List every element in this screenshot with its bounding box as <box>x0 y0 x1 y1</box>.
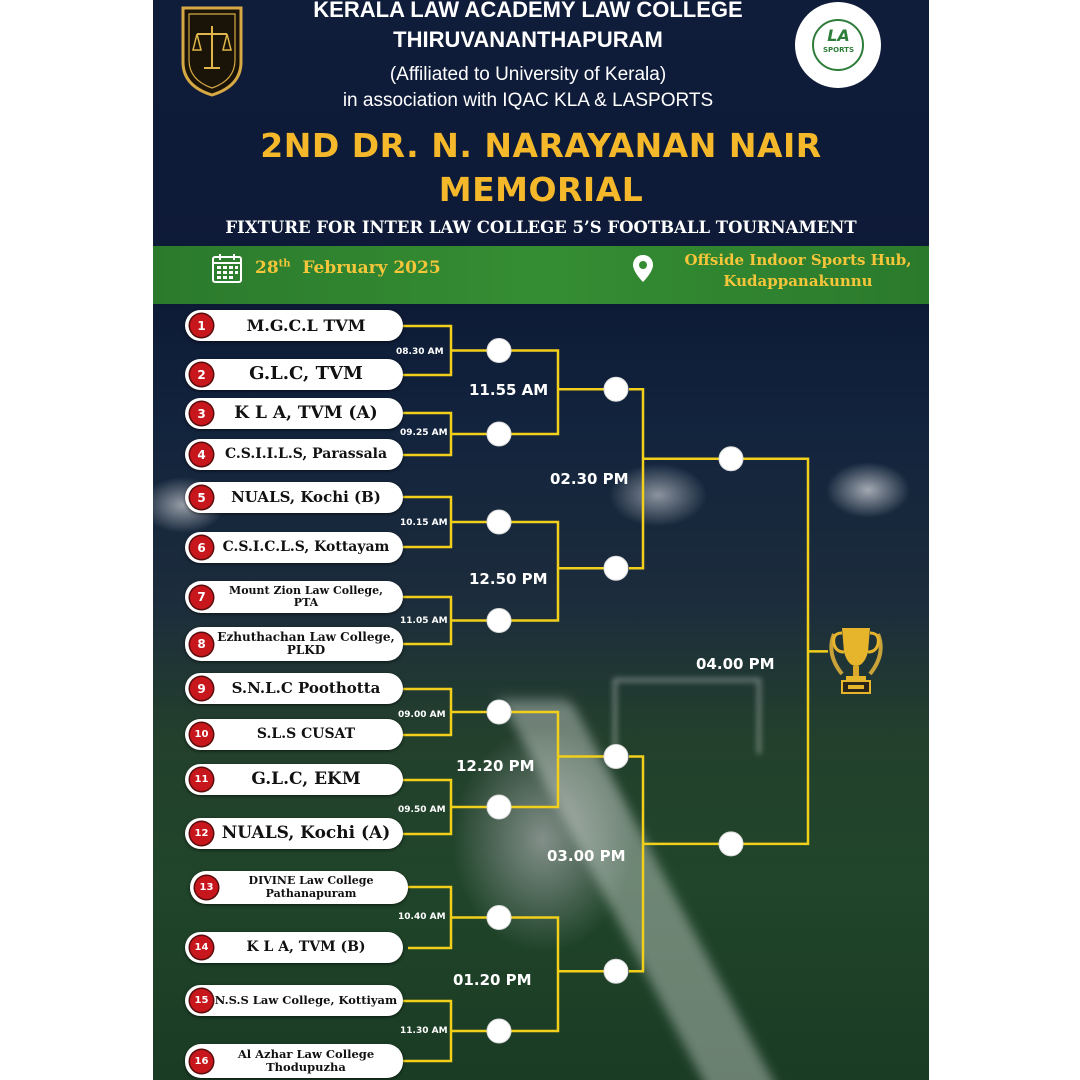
association-text: in association with IQAC KLA & LASPORTS <box>342 90 714 111</box>
team-name: M.G.C.L TVM <box>246 315 366 335</box>
lasports-logo-text: LA <box>827 26 850 45</box>
team-number-badge: 2 <box>190 363 213 386</box>
team-slot-14 <box>185 932 403 963</box>
team-number-badge: 8 <box>190 633 213 656</box>
team-name: C.S.I.C.L.S, Kottayam <box>222 538 390 555</box>
team-name-line1: Mount Zion Law College, <box>229 583 383 597</box>
event-date-day: 28 <box>255 258 279 278</box>
team-number-badge: 9 <box>190 677 213 700</box>
team-slot-4 <box>185 439 403 470</box>
college-name-line1: KERALA LAW ACADEMY LAW COLLEGE <box>313 0 743 22</box>
team-name: G.L.C, EKM <box>251 768 361 789</box>
team-name-line2: Thodupuzha <box>266 1060 346 1074</box>
round1-winner-dot-6 <box>487 795 511 819</box>
venue-line2: Kudappanakunnu <box>723 272 873 290</box>
team-number-badge: 16 <box>190 1050 213 1073</box>
team-number-badge: 1 <box>190 314 213 337</box>
team-name <box>213 585 403 610</box>
round1-winner-dot-5 <box>487 700 511 724</box>
event-date-rest: February 2025 <box>302 258 441 278</box>
team-name: NUALS, Kochi (A) <box>221 822 391 843</box>
trophy-icon <box>824 620 888 702</box>
quarterfinal-time-4: 01.20 PM <box>453 971 532 989</box>
team-name <box>213 631 403 658</box>
team-name: K L A, TVM (B) <box>246 938 366 955</box>
match-time-4: 11.05 AM <box>400 616 448 626</box>
semifinal-time-2: 03.00 PM <box>547 847 626 865</box>
round1-winner-dot-2 <box>487 422 511 446</box>
team-number-badge: 3 <box>190 402 213 425</box>
team-name-line2: Pathanapuram <box>265 886 357 900</box>
team-number-badge: 5 <box>190 486 213 509</box>
team-name: N.S.S Law College, Kottiyam <box>214 993 398 1008</box>
team-slot-12 <box>185 818 403 849</box>
quarterfinal-time-1: 11.55 AM <box>469 381 549 399</box>
semifinal-winner-dot-1 <box>719 447 743 471</box>
team-name: NUALS, Kochi (B) <box>231 488 381 507</box>
match-time-6: 09.50 AM <box>398 805 446 815</box>
venue-line1: Offside Indoor Sports Hub, <box>684 251 912 269</box>
quarterfinal-time-2: 12.50 PM <box>469 570 548 588</box>
team-name <box>218 875 408 900</box>
team-name-line1: Ezhuthachan Law College, <box>217 629 395 644</box>
tournament-title-line2: MEMORIAL <box>438 170 644 209</box>
team-name-line2: PLKD <box>286 643 326 657</box>
team-name: K L A, TVM (A) <box>234 402 378 423</box>
final-connector <box>743 459 828 844</box>
team-slot-10 <box>185 719 403 750</box>
match-time-8: 11.30 AM <box>400 1026 448 1036</box>
quarterfinal-winner-dot-2 <box>604 556 628 580</box>
team-number-badge: 7 <box>190 586 213 609</box>
round1-winner-dot-8 <box>487 1019 511 1043</box>
team-number-badge: 11 <box>190 768 213 791</box>
quarterfinal-time-3: 12.20 PM <box>456 757 535 775</box>
team-name: C.S.I.I.L.S, Parassala <box>224 445 388 462</box>
match-time-7: 10.40 AM <box>398 912 446 922</box>
round1-winner-dot-1 <box>487 339 511 363</box>
match-time-5: 09.00 AM <box>398 710 446 720</box>
semifinal-time-1: 02.30 PM <box>550 470 629 488</box>
team-number-badge: 4 <box>190 443 213 466</box>
team-slot-7 <box>185 581 403 613</box>
team-number-badge: 13 <box>195 876 218 899</box>
team-number-badge: 14 <box>190 936 213 959</box>
semifinal-winner-dot-2 <box>719 832 743 856</box>
team-name-line1: DIVINE Law College <box>248 874 374 888</box>
round1-winner-dot-4 <box>487 609 511 633</box>
round1-winner-dot-3 <box>487 510 511 534</box>
final-time: 04.00 PM <box>696 655 775 673</box>
team-slot-3 <box>185 398 403 429</box>
team-name: S.L.S CUSAT <box>256 725 356 742</box>
team-name: G.L.C, TVM <box>249 363 363 385</box>
team-slot-16 <box>185 1044 403 1078</box>
team-slot-13 <box>190 871 408 904</box>
team-slot-11 <box>185 764 403 795</box>
team-number-badge: 6 <box>190 536 213 559</box>
quarterfinal-winner-dot-1 <box>604 377 628 401</box>
team-slot-15 <box>185 985 403 1016</box>
team-name-line1: Al Azhar Law College <box>237 1047 375 1062</box>
match-time-1: 08.30 AM <box>396 347 444 357</box>
poster <box>153 0 929 1080</box>
tournament-title-line1: 2ND DR. N. NARAYANAN NAIR <box>260 126 822 165</box>
quarterfinal-winner-dot-4 <box>604 959 628 983</box>
team-number-badge: 12 <box>190 822 213 845</box>
fixture-title: FIXTURE FOR INTER LAW COLLEGE 5’S FOOTBALL TOURNAMENT <box>225 218 857 237</box>
college-name-line2: THIRUVANANTHAPURAM <box>393 27 663 52</box>
event-date-suffix: th <box>278 258 291 270</box>
lasports-logo-subtext: SPORTS <box>822 46 854 54</box>
round1-winner-dot-7 <box>487 906 511 930</box>
match-time-3: 10.15 AM <box>400 518 448 528</box>
team-name: S.N.L.C Poothotta <box>231 679 381 698</box>
match-time-2: 09.25 AM <box>400 428 448 438</box>
semifinal-connector-2 <box>629 757 720 972</box>
team-slot-5 <box>185 482 403 513</box>
team-slot-8 <box>185 627 403 661</box>
team-slot-2 <box>185 359 403 390</box>
team-number-badge: 15 <box>190 989 213 1012</box>
team-name <box>213 1048 403 1074</box>
team-name-line2: PTA <box>293 596 319 609</box>
quarterfinal-winner-dot-3 <box>604 745 628 769</box>
affiliation-text: (Affiliated to University of Kerala) <box>389 64 667 85</box>
semifinal-connector-1 <box>629 389 720 568</box>
team-slot-9 <box>185 673 403 704</box>
team-slot-1 <box>185 310 403 341</box>
team-number-badge: 10 <box>190 723 213 746</box>
team-slot-6 <box>185 532 403 563</box>
